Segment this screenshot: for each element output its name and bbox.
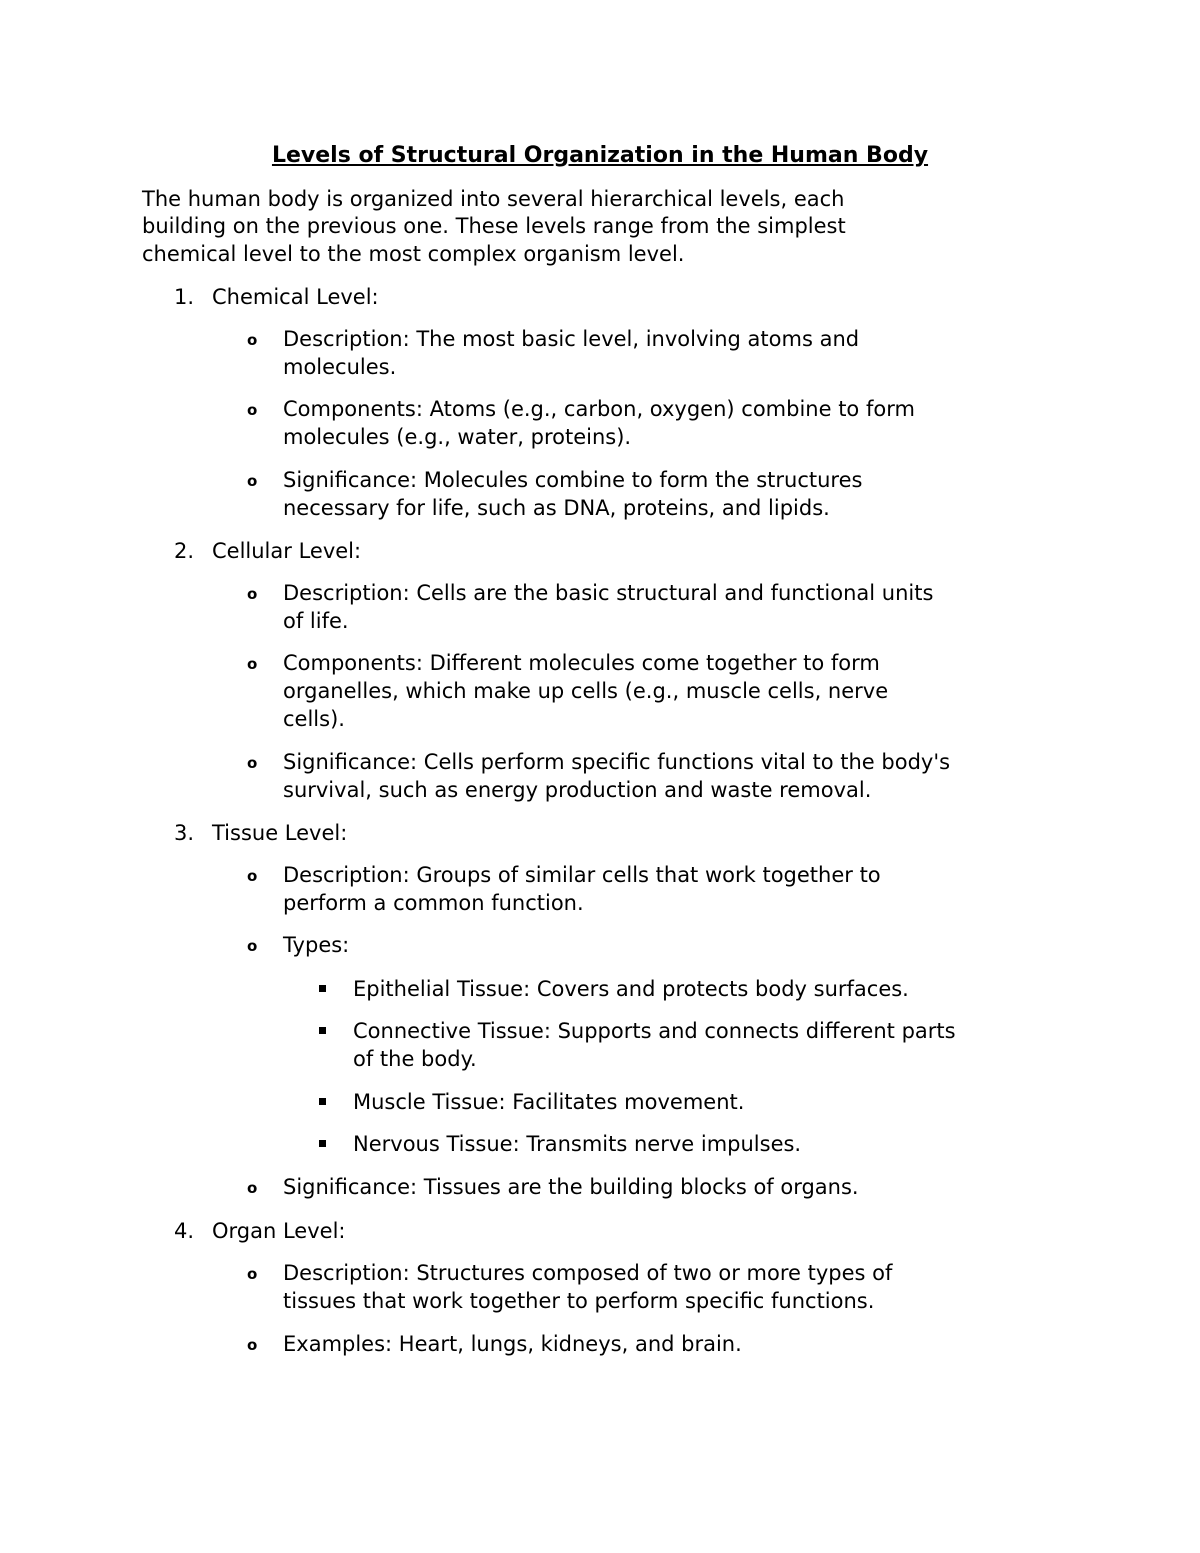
- list-item-line: Connective Tissue: Supports and connects different parts: [353, 1019, 956, 1043]
- circle-bullet-icon: o: [247, 1336, 258, 1354]
- sub-list-item: [353, 1017, 1073, 1073]
- sub-list-item: Epithelial Tissue: Covers and protects body surfaces.: [353, 977, 909, 1001]
- sub-list-item: Nervous Tissue: Transmits nerve impulses.: [353, 1132, 802, 1156]
- list-item-line: of life.: [283, 609, 349, 633]
- list-item-line: of the body.: [353, 1047, 477, 1071]
- list-item-line: Significance: Cells perform specific functions vital to the body's: [283, 750, 951, 774]
- level-number: 2.: [174, 539, 195, 563]
- circle-bullet-icon: o: [247, 1179, 258, 1197]
- circle-bullet-icon: o: [247, 585, 258, 603]
- circle-bullet-icon: o: [247, 331, 258, 349]
- circle-bullet-icon: o: [247, 655, 258, 673]
- list-item: [283, 649, 1073, 733]
- list-item-line: Description: Groups of similar cells that work together to: [283, 863, 881, 887]
- list-item-line: tissues that work together to perform specific functions.: [283, 1289, 875, 1313]
- level-label: Tissue Level:: [212, 821, 348, 845]
- list-item-line: organelles, which make up cells (e.g., muscle cells, nerve: [283, 679, 889, 703]
- square-bullet-icon: [319, 1027, 326, 1034]
- list-item-line: cells).: [283, 707, 345, 731]
- list-item: [283, 466, 1073, 522]
- list-item-line: Components: Different molecules come together to form: [283, 651, 880, 675]
- square-bullet-icon: [319, 985, 326, 992]
- list-item-line: survival, such as energy production and waste removal.: [283, 778, 872, 802]
- list-item: Types:: [283, 933, 350, 957]
- list-item-line: Description: The most basic level, involving atoms and: [283, 327, 860, 351]
- list-item-line: molecules.: [283, 355, 397, 379]
- list-item: [283, 861, 1073, 917]
- list-item: Significance: Tissues are the building blocks of organs.: [283, 1175, 859, 1199]
- list-item-line: Significance: Molecules combine to form the structures: [283, 468, 863, 492]
- intro-line: The human body is organized into several hierarchical levels, each: [142, 187, 845, 211]
- square-bullet-icon: [319, 1140, 326, 1147]
- list-item-line: perform a common function.: [283, 891, 584, 915]
- level-label: Organ Level:: [212, 1219, 346, 1243]
- list-item-line: Components: Atoms (e.g., carbon, oxygen) combine to form: [283, 397, 915, 421]
- sub-list-item: Muscle Tissue: Facilitates movement.: [353, 1090, 745, 1114]
- circle-bullet-icon: o: [247, 867, 258, 885]
- intro-line: building on the previous one. These levels range from the simplest: [142, 214, 846, 238]
- level-number: 3.: [174, 821, 195, 845]
- level-number: 1.: [174, 285, 195, 309]
- circle-bullet-icon: o: [247, 401, 258, 419]
- list-item: [283, 748, 1073, 804]
- list-item: Examples: Heart, lungs, kidneys, and brain.: [283, 1332, 742, 1356]
- document-title: Levels of Structural Organization in the Human Body: [271, 143, 929, 168]
- list-item: [283, 579, 1073, 635]
- list-item-line: Description: Structures composed of two or more types of: [283, 1261, 893, 1285]
- list-item: [283, 325, 1073, 381]
- circle-bullet-icon: o: [247, 472, 258, 490]
- level-number: 4.: [174, 1219, 195, 1243]
- level-label: Chemical Level:: [212, 285, 379, 309]
- circle-bullet-icon: o: [247, 1265, 258, 1283]
- list-item: [283, 395, 1073, 451]
- intro-line: chemical level to the most complex organism level.: [142, 242, 685, 266]
- list-item-line: molecules (e.g., water, proteins).: [283, 425, 632, 449]
- level-label: Cellular Level:: [212, 539, 362, 563]
- list-item: [283, 1259, 1073, 1315]
- square-bullet-icon: [319, 1098, 326, 1105]
- circle-bullet-icon: o: [247, 937, 258, 955]
- list-item-line: Description: Cells are the basic structural and functional units: [283, 581, 934, 605]
- circle-bullet-icon: o: [247, 754, 258, 772]
- list-item-line: necessary for life, such as DNA, proteins, and lipids.: [283, 496, 830, 520]
